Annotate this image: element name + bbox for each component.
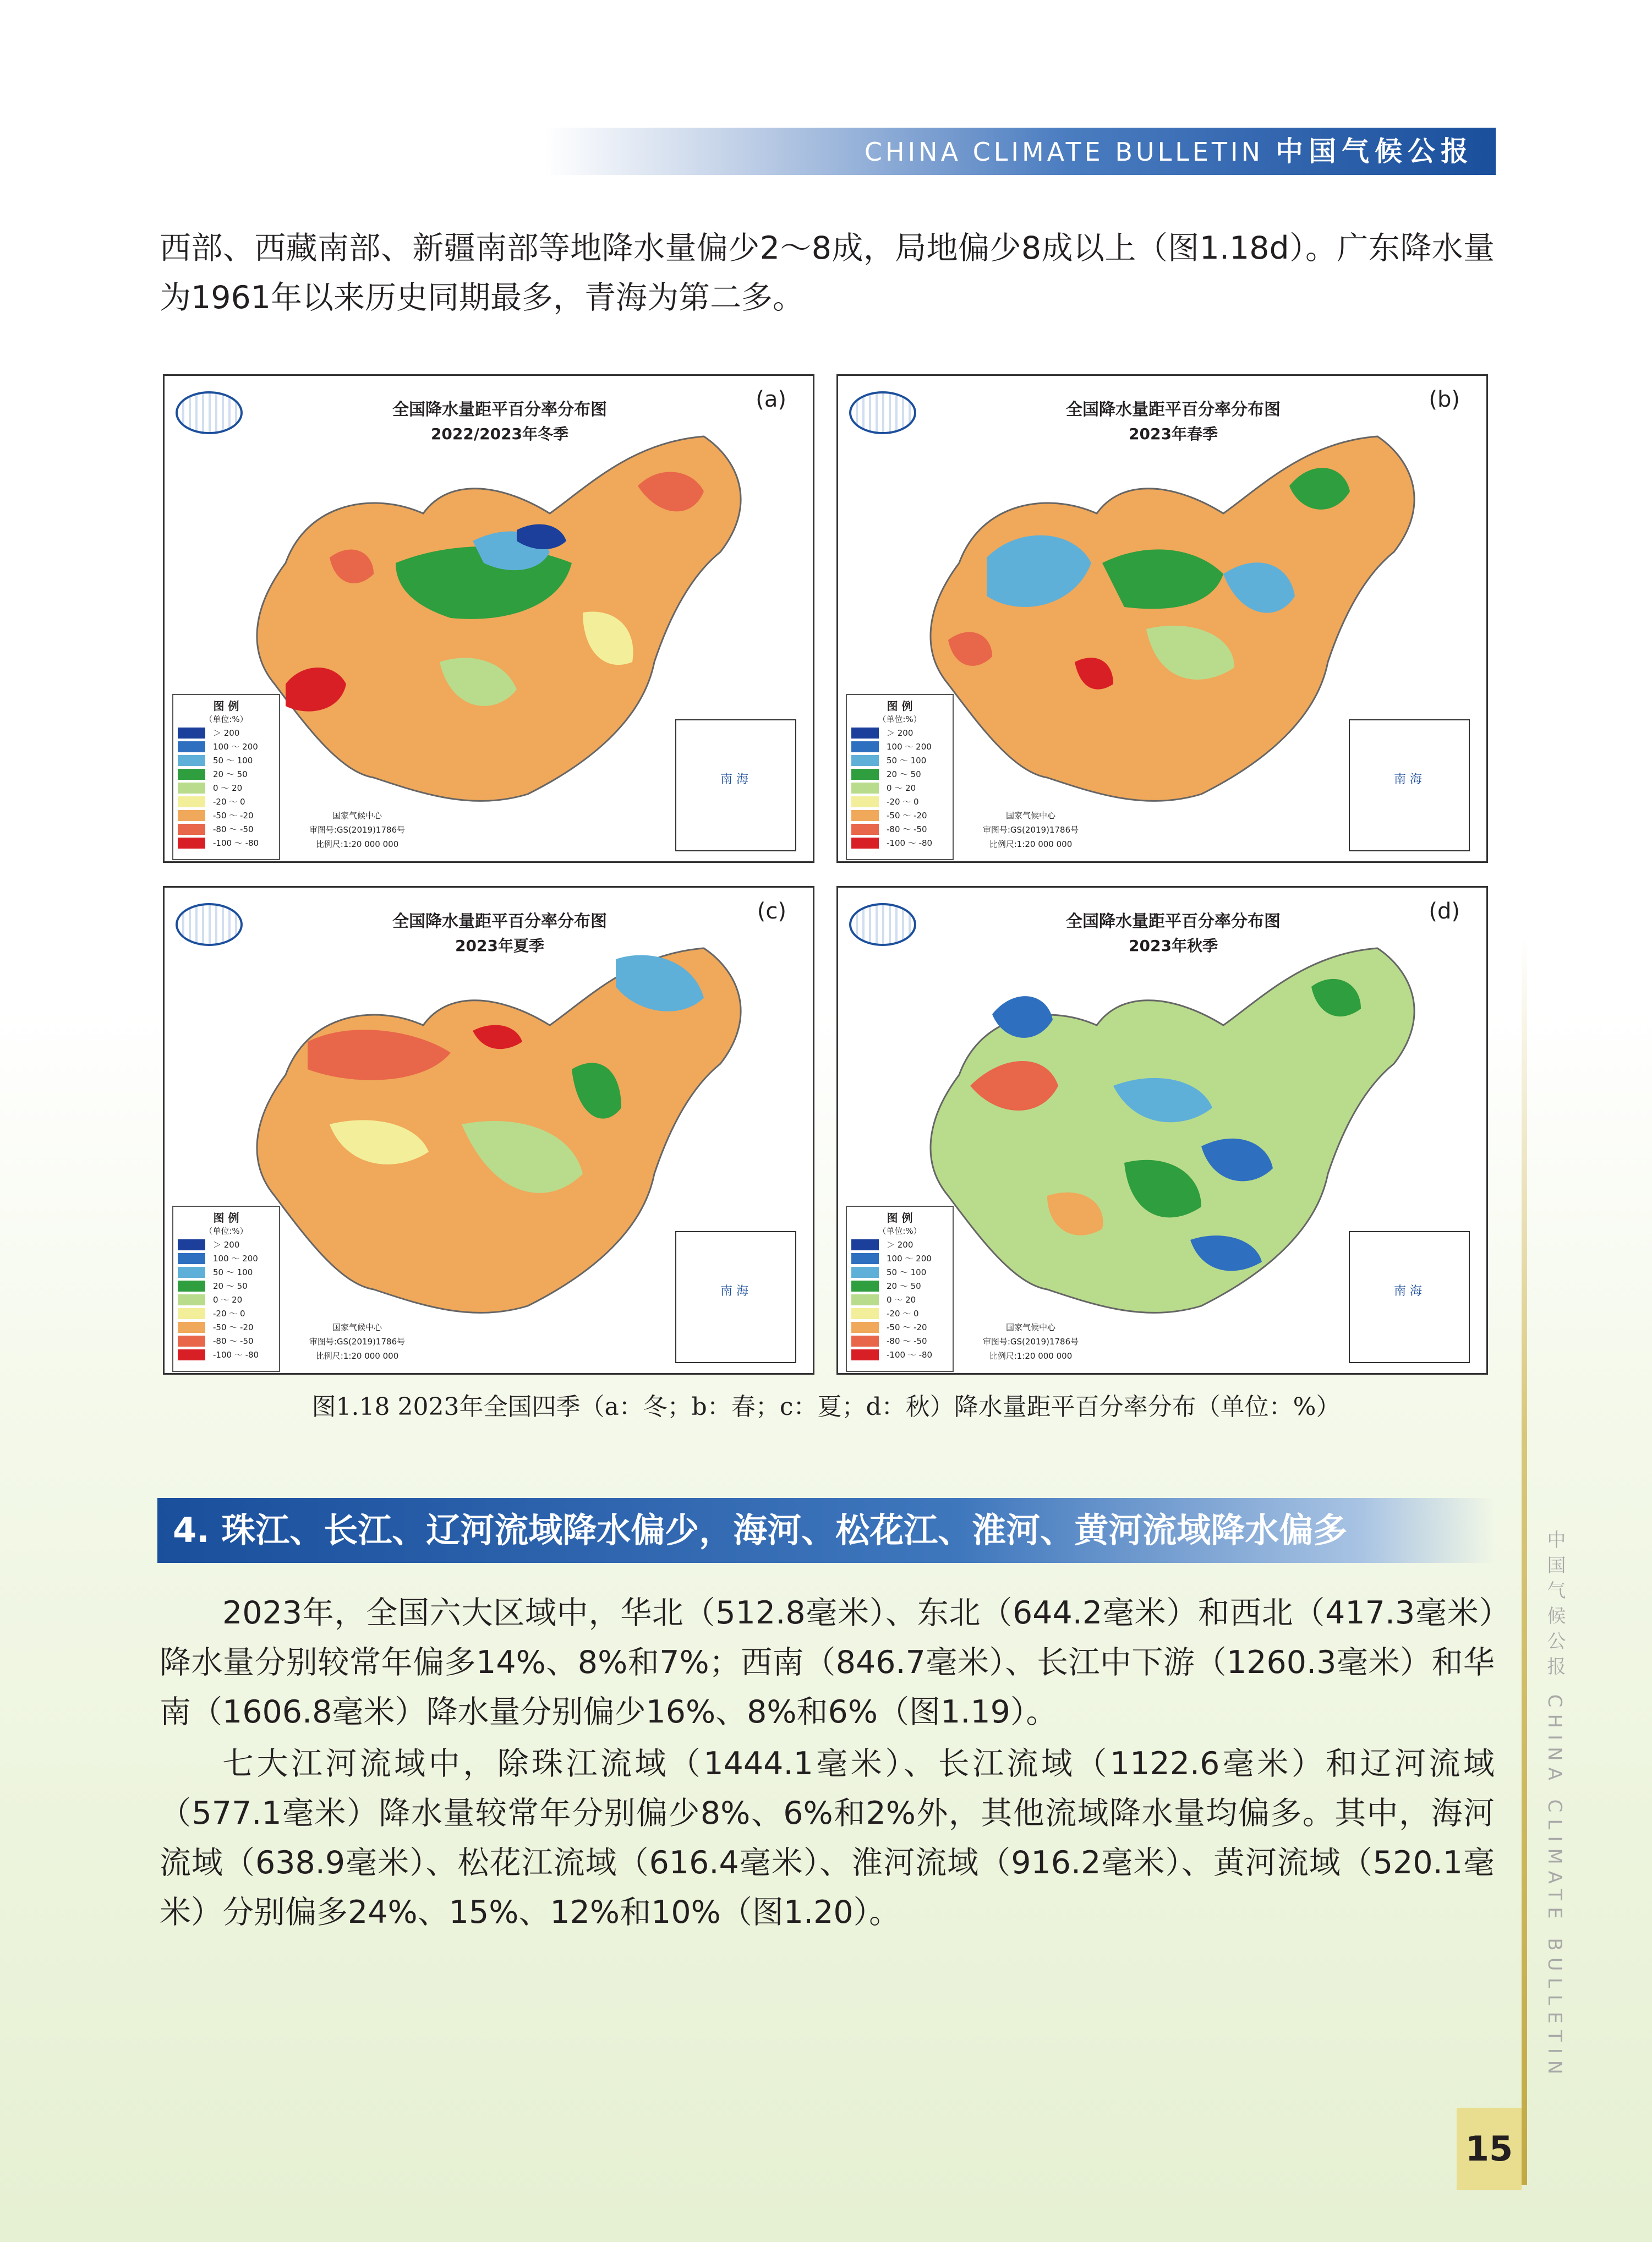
legend-swatch — [178, 838, 205, 849]
legend-label: -20 ～ 0 — [213, 1309, 245, 1319]
legend-item — [847, 836, 953, 850]
legend-swatch — [851, 796, 879, 807]
legend-label: 20 ～ 50 — [213, 1281, 248, 1291]
legend-label: 100 ～ 200 — [213, 1254, 258, 1264]
map-title: 全国降水量距平百分率分布图 — [1066, 400, 1281, 419]
map-credit — [965, 1320, 1097, 1363]
legend-swatch — [178, 728, 205, 739]
legend-swatch — [851, 1322, 879, 1333]
legend-swatch — [851, 1294, 879, 1305]
legend-item — [173, 1238, 279, 1251]
legend-item — [847, 795, 953, 808]
legend-title: 图 例 — [887, 1211, 913, 1224]
south-sea-inset — [675, 719, 796, 851]
legend-item — [173, 753, 279, 767]
legend-rows — [847, 1238, 953, 1361]
credit-scale: 比例尺:1:20 000 000 — [989, 839, 1073, 849]
legend-item — [173, 726, 279, 740]
legend-item — [173, 1348, 279, 1361]
credit-scale: 比例尺:1:20 000 000 — [315, 839, 399, 849]
map-legend — [846, 1206, 954, 1372]
legend-rows — [173, 726, 279, 850]
legend-item — [173, 1334, 279, 1348]
legend-label: 0 ～ 20 — [213, 1295, 243, 1305]
legend-rows — [173, 1238, 279, 1361]
map-spring — [836, 374, 1488, 863]
legend-label: -50 ～ -20 — [213, 811, 254, 821]
map-credit — [965, 808, 1097, 851]
legend-label: ＞ 200 — [213, 1240, 240, 1250]
legend-item — [847, 1293, 953, 1306]
legend-swatch — [851, 1267, 879, 1278]
legend-item — [173, 1265, 279, 1279]
legend-swatch — [178, 796, 205, 807]
map-tag: (b) — [1429, 387, 1460, 412]
legend-item — [173, 795, 279, 808]
legend-swatch — [178, 1308, 205, 1319]
legend-item — [173, 836, 279, 850]
legend-label: ＞ 200 — [887, 1240, 913, 1250]
legend-swatch — [851, 1308, 879, 1319]
legend-label: 100 ～ 200 — [213, 742, 258, 752]
legend-swatch — [178, 1294, 205, 1305]
legend-label: -20 ～ 0 — [887, 1309, 919, 1319]
map-tag: (a) — [756, 387, 786, 412]
map-credit — [291, 1320, 423, 1363]
south-sea-inset — [675, 1231, 796, 1363]
legend-unit: （单位:%） — [878, 1226, 922, 1236]
map-subtitle: 2023年秋季 — [1129, 937, 1218, 955]
credit-approval: 审图号:GS(2019)1786号 — [309, 825, 406, 835]
legend-label: -50 ～ -20 — [887, 1322, 927, 1332]
legend-item — [173, 740, 279, 753]
credit-org: 国家气候中心 — [332, 811, 382, 821]
legend-swatch — [178, 769, 205, 780]
legend-label: 20 ～ 50 — [213, 769, 248, 779]
header-banner — [545, 128, 1496, 175]
legend-item — [173, 1279, 279, 1293]
inset-label: 南 海 — [720, 1284, 748, 1298]
legend-item — [847, 1348, 953, 1361]
legend-item — [847, 781, 953, 795]
legend-swatch — [178, 824, 205, 835]
legend-swatch — [851, 1336, 879, 1347]
legend-swatch — [178, 783, 205, 794]
legend-swatch — [851, 1239, 879, 1250]
credit-scale: 比例尺:1:20 000 000 — [989, 1351, 1073, 1361]
header-text — [865, 128, 1474, 175]
legend-label: 50 ～ 100 — [887, 1267, 927, 1277]
legend-unit: （单位:%） — [204, 714, 248, 724]
legend-label: -80 ～ -50 — [887, 1336, 927, 1346]
legend-item — [847, 1279, 953, 1293]
legend-item — [173, 808, 279, 822]
legend-swatch — [851, 1349, 879, 1360]
legend-label: ＞ 200 — [213, 728, 240, 738]
legend-swatch — [851, 1281, 879, 1292]
map-legend — [172, 1206, 280, 1372]
map-subtitle: 2023年春季 — [1129, 425, 1218, 443]
page-number: 15 — [1457, 2108, 1522, 2190]
south-sea-inset — [1349, 719, 1470, 851]
legend-unit: （单位:%） — [878, 714, 922, 724]
section-title: 4. 珠江、长江、辽河流域降水偏少，海河、松花江、淮河、黄河流域降水偏多 — [173, 1510, 1348, 1550]
legend-swatch — [178, 1239, 205, 1250]
legend-label: -50 ～ -20 — [887, 811, 927, 821]
legend-item — [173, 1306, 279, 1320]
legend-swatch — [178, 755, 205, 766]
header-en: CHINA CLIMATE BULLETIN — [864, 137, 1263, 167]
legend-swatch — [178, 1349, 205, 1360]
legend-item — [847, 1251, 953, 1265]
legend-item — [173, 781, 279, 795]
map-tag: (d) — [1429, 899, 1460, 924]
inset-label: 南 海 — [1394, 1284, 1422, 1298]
map-legend — [172, 694, 280, 860]
credit-scale: 比例尺:1:20 000 000 — [315, 1351, 399, 1361]
figure-caption: 图1.18 2023年全国四季（a：冬；b：春；c：夏；d：秋）降水量距平百分率分布（单位：%） — [311, 1393, 1341, 1421]
map-title: 全国降水量距平百分率分布图 — [1066, 912, 1281, 931]
legend-label: -80 ～ -50 — [213, 824, 254, 834]
legend-swatch — [851, 783, 879, 794]
legend-title: 图 例 — [213, 1211, 239, 1224]
legend-title: 图 例 — [213, 699, 239, 713]
legend-label: 50 ～ 100 — [213, 756, 253, 765]
legend-item — [173, 822, 279, 836]
legend-swatch — [851, 755, 879, 766]
legend-unit: （单位:%） — [204, 1226, 248, 1236]
credit-approval: 审图号:GS(2019)1786号 — [982, 1337, 1079, 1347]
legend-item — [847, 1306, 953, 1320]
credit-org: 国家气候中心 — [1005, 1322, 1055, 1332]
legend-item — [847, 767, 953, 781]
section-heading — [157, 1498, 1495, 1563]
legend-label: 0 ～ 20 — [213, 783, 243, 793]
legend-swatch — [851, 1253, 879, 1264]
legend-item — [847, 753, 953, 767]
legend-swatch — [851, 824, 879, 835]
legend-swatch — [851, 741, 879, 752]
legend-label: -100 ～ -80 — [213, 1350, 259, 1360]
legend-label: ＞ 200 — [887, 728, 913, 738]
paragraph-3: 七大江河流域中，除珠江流域（1444.1毫米）、长江流域（1122.6毫米）和辽河流域（577.1毫米）降水量较常年分别偏少8%、6%和2%外，其他流域降水量均偏多。其中，海河流域（638.9毫米）、松花江流域（616.4毫米）、淮河流域（916.2毫米）、黄河流域（520.1毫米）分别偏多24%、15%、12%和10%（图1.20）。 — [160, 1746, 1495, 1931]
legend-label: 50 ～ 100 — [887, 756, 927, 765]
map-subtitle: 2022/2023年冬季 — [430, 425, 569, 443]
side-running-title: 中国气候公报 CHINA CLIMATE BULLETIN — [1544, 1530, 1566, 2081]
map-title: 全国降水量距平百分率分布图 — [392, 400, 607, 419]
legend-item — [847, 822, 953, 836]
legend-swatch — [178, 741, 205, 752]
legend-label: 100 ～ 200 — [887, 742, 932, 752]
legend-item — [847, 726, 953, 740]
legend-swatch — [851, 838, 879, 849]
legend-label: -100 ～ -80 — [887, 838, 933, 848]
legend-swatch — [851, 728, 879, 739]
legend-title: 图 例 — [887, 699, 913, 713]
legend-label: 20 ～ 50 — [887, 769, 921, 779]
legend-swatch — [178, 810, 205, 821]
credit-org: 国家气候中心 — [1005, 811, 1055, 821]
legend-label: -20 ～ 0 — [213, 797, 245, 807]
side-rule — [1522, 936, 1527, 2185]
legend-label: -100 ～ -80 — [887, 1350, 933, 1360]
credit-approval: 审图号:GS(2019)1786号 — [309, 1337, 406, 1347]
legend-item — [847, 1238, 953, 1251]
legend-label: -80 ～ -50 — [887, 824, 927, 834]
legend-label: 50 ～ 100 — [213, 1267, 253, 1277]
legend-item — [173, 1293, 279, 1306]
map-legend — [846, 694, 954, 860]
legend-swatch — [851, 810, 879, 821]
legend-item — [847, 1320, 953, 1334]
legend-label: 0 ～ 20 — [887, 1295, 916, 1305]
legend-swatch — [178, 1336, 205, 1347]
legend-label: -50 ～ -20 — [213, 1322, 254, 1332]
map-summer — [163, 886, 814, 1375]
paragraph-2: 2023年，全国六大区域中，华北（512.8毫米）、东北（644.2毫米）和西北（417.3毫米）降水量分别较常年偏多14%、8%和7%；西南（846.7毫米）、长江中下游（1260.3毫米）和华南（1606.8毫米）降水量分别偏少16%、8%和6%（图1.19）。 — [160, 1595, 1495, 1730]
legend-label: -100 ～ -80 — [213, 838, 259, 848]
legend-item — [173, 767, 279, 781]
legend-label: -20 ～ 0 — [887, 797, 919, 807]
paragraph-1: 西部、西藏南部、新疆南部等地降水量偏少2～8成，局地偏少8成以上（图1.18d）。广东降水量为1961年以来历史同期最多，青海为第二多。 — [160, 230, 1495, 316]
map-winter — [163, 374, 814, 863]
legend-label: -80 ～ -50 — [213, 1336, 254, 1346]
legend-item — [847, 740, 953, 753]
credit-org: 国家气候中心 — [332, 1322, 382, 1332]
legend-rows — [847, 726, 953, 850]
map-credit — [291, 808, 423, 851]
credit-approval: 审图号:GS(2019)1786号 — [982, 825, 1079, 835]
legend-item — [173, 1320, 279, 1334]
legend-swatch — [178, 1322, 205, 1333]
header-cn: 中国气候公报 — [1276, 135, 1474, 167]
inset-label: 南 海 — [1394, 773, 1422, 786]
legend-item — [847, 1265, 953, 1279]
map-title: 全国降水量距平百分率分布图 — [392, 912, 607, 931]
legend-swatch — [178, 1281, 205, 1292]
legend-label: 0 ～ 20 — [887, 783, 916, 793]
legend-item — [847, 808, 953, 822]
south-sea-inset — [1349, 1231, 1470, 1363]
legend-swatch — [851, 769, 879, 780]
legend-label: 20 ～ 50 — [887, 1281, 921, 1291]
map-tag: (c) — [757, 899, 786, 924]
legend-item — [847, 1334, 953, 1348]
map-subtitle: 2023年夏季 — [455, 937, 544, 955]
legend-item — [173, 1251, 279, 1265]
map-autumn — [836, 886, 1488, 1375]
inset-label: 南 海 — [720, 773, 748, 786]
legend-swatch — [178, 1267, 205, 1278]
legend-label: 100 ～ 200 — [887, 1254, 932, 1264]
legend-swatch — [178, 1253, 205, 1264]
